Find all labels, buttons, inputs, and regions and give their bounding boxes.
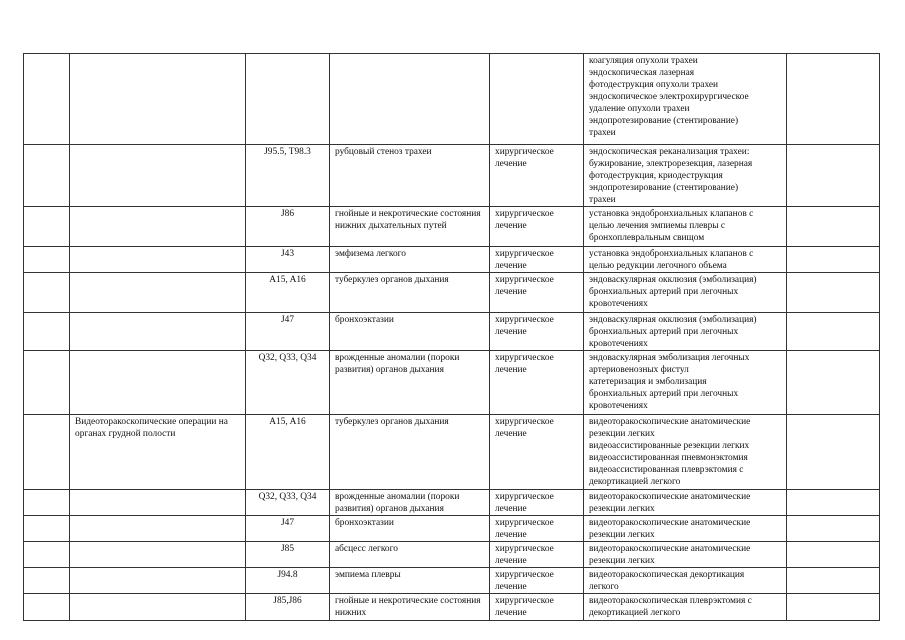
diagnosis-cell: гнойные и некротические состояния нижних [330, 594, 490, 621]
icd-code-cell: J47 [246, 516, 330, 542]
method-line: эндопротезирование (стентирование) [589, 183, 739, 193]
treatment-type-cell: хирургическое лечение [490, 313, 584, 351]
number-cell [24, 145, 70, 207]
method-line: резекции легких [589, 429, 655, 439]
icd-code-cell: J85,J86 [246, 594, 330, 621]
method-line: бронхиальных артерий при легочных [589, 287, 739, 297]
table-row [24, 273, 880, 313]
method-line: видеоторакоскопические анатомические [589, 492, 751, 502]
procedure-group-cell [70, 273, 246, 313]
extra-cell [787, 594, 880, 621]
method-line: видеоторакоскопические анатомические [589, 417, 751, 427]
method-line: целью редукции легочного объема [589, 261, 727, 271]
extra-cell [787, 490, 880, 516]
icd-code-cell: Q32, Q33, Q34 [246, 351, 330, 415]
method-line: резекции легких [589, 530, 655, 540]
diagnosis-cell: гнойные и некротические состояния нижних дыхательных путей [330, 207, 490, 247]
number-cell [24, 516, 70, 542]
number-cell [24, 54, 70, 145]
diagnosis-cell: туберкулез органов дыхания [330, 415, 490, 490]
method-line: эндопротезирование (стентирование) [589, 116, 739, 126]
extra-cell [787, 145, 880, 207]
table-row [24, 313, 880, 351]
method-line: трахеи [589, 128, 616, 138]
method-line: фотодеструкция опухоли трахеи [589, 80, 719, 90]
extra-cell [787, 247, 880, 273]
diagnosis-cell: врожденные аномалии (пороки развития) органов дыхания [330, 490, 490, 516]
extra-cell [787, 568, 880, 594]
procedure-group-cell [70, 351, 246, 415]
method-line: бужирование, электрорезекция, лазерная [589, 159, 753, 169]
diagnosis-cell: рубцовый стеноз трахеи [330, 145, 490, 207]
method-line: эндоваскулярная окклюзия (эмболизация) [589, 275, 757, 285]
method-line: бронхоплевральным свищом [589, 233, 705, 243]
table-row [24, 351, 880, 415]
extra-cell [787, 273, 880, 313]
treatment-method-cell [584, 54, 787, 145]
table-row [24, 207, 880, 247]
table-row [24, 516, 880, 542]
treatment-type-cell: хирургическое лечение [490, 490, 584, 516]
icd-code-cell [246, 54, 330, 145]
method-line: видеоторакоскопические анатомические [589, 518, 751, 528]
number-cell [24, 207, 70, 247]
method-line: кровотечениях [589, 339, 648, 349]
icd-code-cell: Q32, Q33, Q34 [246, 490, 330, 516]
treatment-type-cell: хирургическое лечение [490, 516, 584, 542]
diagnosis-cell: эмфизема легкого [330, 247, 490, 273]
method-line: установка эндобронхиальных клапанов с [589, 209, 754, 219]
method-line: видеоторакоскопические анатомические [589, 544, 751, 554]
procedure-group-cell [70, 568, 246, 594]
number-cell [24, 568, 70, 594]
treatment-method-cell [584, 490, 787, 516]
procedure-group-cell [70, 516, 246, 542]
procedure-group-cell [70, 313, 246, 351]
diagnosis-cell: бронхоэктазии [330, 313, 490, 351]
method-line: эндоваскулярная эмболизация легочных [589, 353, 750, 363]
procedure-group-cell [70, 542, 246, 568]
method-line: резекции легких [589, 504, 655, 514]
treatment-method-cell [584, 568, 787, 594]
icd-code-cell: J43 [246, 247, 330, 273]
method-line: эндоваскулярная окклюзия (эмболизация) [589, 315, 757, 325]
procedure-group-cell [70, 490, 246, 516]
table-row [24, 145, 880, 207]
method-line: декортикацией легкого [589, 477, 681, 487]
number-cell [24, 415, 70, 490]
treatment-type-cell: хирургическое лечение [490, 145, 584, 207]
number-cell [24, 594, 70, 621]
treatment-method-cell [584, 516, 787, 542]
number-cell [24, 351, 70, 415]
icd-code-cell: J94.8 [246, 568, 330, 594]
extra-cell [787, 207, 880, 247]
treatment-type-cell [490, 54, 584, 145]
diagnosis-cell: туберкулез органов дыхания [330, 273, 490, 313]
treatment-type-cell: хирургическое лечение [490, 351, 584, 415]
table-row [24, 568, 880, 594]
number-cell [24, 542, 70, 568]
treatment-method-cell [584, 145, 787, 207]
extra-cell [787, 415, 880, 490]
diagnosis-cell: бронхоэктазии [330, 516, 490, 542]
procedure-group-cell [70, 54, 246, 145]
procedure-group-cell [70, 145, 246, 207]
extra-cell [787, 516, 880, 542]
diagnosis-cell: абсцесс легкого [330, 542, 490, 568]
treatment-method-cell [584, 594, 787, 621]
method-line: видеоассистированная плеврэктомия с [589, 465, 744, 475]
method-line: артериовенозных фистул [589, 365, 689, 375]
procedure-group-cell [70, 247, 246, 273]
method-line: видеоассистированные резекции легких [589, 441, 750, 451]
method-line: трахеи [589, 195, 616, 205]
method-line: видеоассистированная пневмонэктомия [589, 453, 748, 463]
table-row [24, 415, 880, 490]
method-line: декортикацией легкого [589, 608, 681, 618]
number-cell [24, 273, 70, 313]
method-line: резекции легких [589, 556, 655, 566]
treatment-method-cell [584, 313, 787, 351]
table-row [24, 594, 880, 621]
icd-code-cell: J47 [246, 313, 330, 351]
table-row [24, 54, 880, 145]
table-row [24, 542, 880, 568]
method-line: катетеризация и эмболизация [589, 377, 707, 387]
treatment-method-cell [584, 273, 787, 313]
diagnosis-cell [330, 54, 490, 145]
method-line: целью лечения эмпиемы плевры с [589, 221, 726, 231]
method-line: эндоскопическая реканализация трахеи: [589, 147, 750, 157]
procedure-group-cell [70, 207, 246, 247]
number-cell [24, 247, 70, 273]
extra-cell [787, 351, 880, 415]
table-row [24, 490, 880, 516]
treatment-type-cell: хирургическое лечение [490, 247, 584, 273]
treatment-type-cell: хирургическое лечение [490, 273, 584, 313]
treatment-method-cell [584, 415, 787, 490]
procedure-group-cell [70, 594, 246, 621]
treatment-type-cell: хирургическое лечение [490, 415, 584, 490]
diagnosis-cell: врожденные аномалии (пороки развития) органов дыхания [330, 351, 490, 415]
diagnosis-cell: эмпиема плевры [330, 568, 490, 594]
method-line: коагуляция опухоли трахеи [589, 56, 698, 66]
icd-code-cell: J95.5, T98.3 [246, 145, 330, 207]
icd-code-cell: A15, A16 [246, 273, 330, 313]
treatment-method-cell [584, 542, 787, 568]
extra-cell [787, 54, 880, 145]
method-line: кровотечениях [589, 401, 648, 411]
method-line: видеоторакоскопическая декортикация [589, 570, 745, 580]
treatment-method-cell [584, 351, 787, 415]
method-line: легкого [589, 582, 619, 592]
treatment-type-cell: хирургическое лечение [490, 568, 584, 594]
medical-procedures-table [23, 53, 880, 621]
icd-code-cell: J86 [246, 207, 330, 247]
icd-code-cell: J85 [246, 542, 330, 568]
method-line: видеоторакоскопическая плеврэктомия с [589, 596, 752, 606]
extra-cell [787, 313, 880, 351]
treatment-type-cell: хирургическое лечение [490, 542, 584, 568]
icd-code-cell: A15, A16 [246, 415, 330, 490]
treatment-type-cell: хирургическое лечение [490, 207, 584, 247]
treatment-method-cell [584, 247, 787, 273]
method-line: эндоскопическая лазерная [589, 68, 695, 78]
number-cell [24, 490, 70, 516]
method-line: бронхиальных артерий при легочных [589, 327, 739, 337]
method-line: фотодеструкция, криодеструкция [589, 171, 723, 181]
procedure-group-cell: Видеоторакоскопические операции на органах грудной полости [70, 415, 246, 490]
extra-cell [787, 542, 880, 568]
method-line: установка эндобронхиальных клапанов с [589, 249, 754, 259]
treatment-type-cell: хирургическое лечение [490, 594, 584, 621]
method-line: кровотечениях [589, 299, 648, 309]
number-cell [24, 313, 70, 351]
method-line: бронхиальных артерий при легочных [589, 389, 739, 399]
method-line: эндоскопическое электрохирургическое [589, 92, 749, 102]
method-line: удаление опухоли трахеи [589, 104, 690, 114]
treatment-method-cell [584, 207, 787, 247]
table-row [24, 247, 880, 273]
